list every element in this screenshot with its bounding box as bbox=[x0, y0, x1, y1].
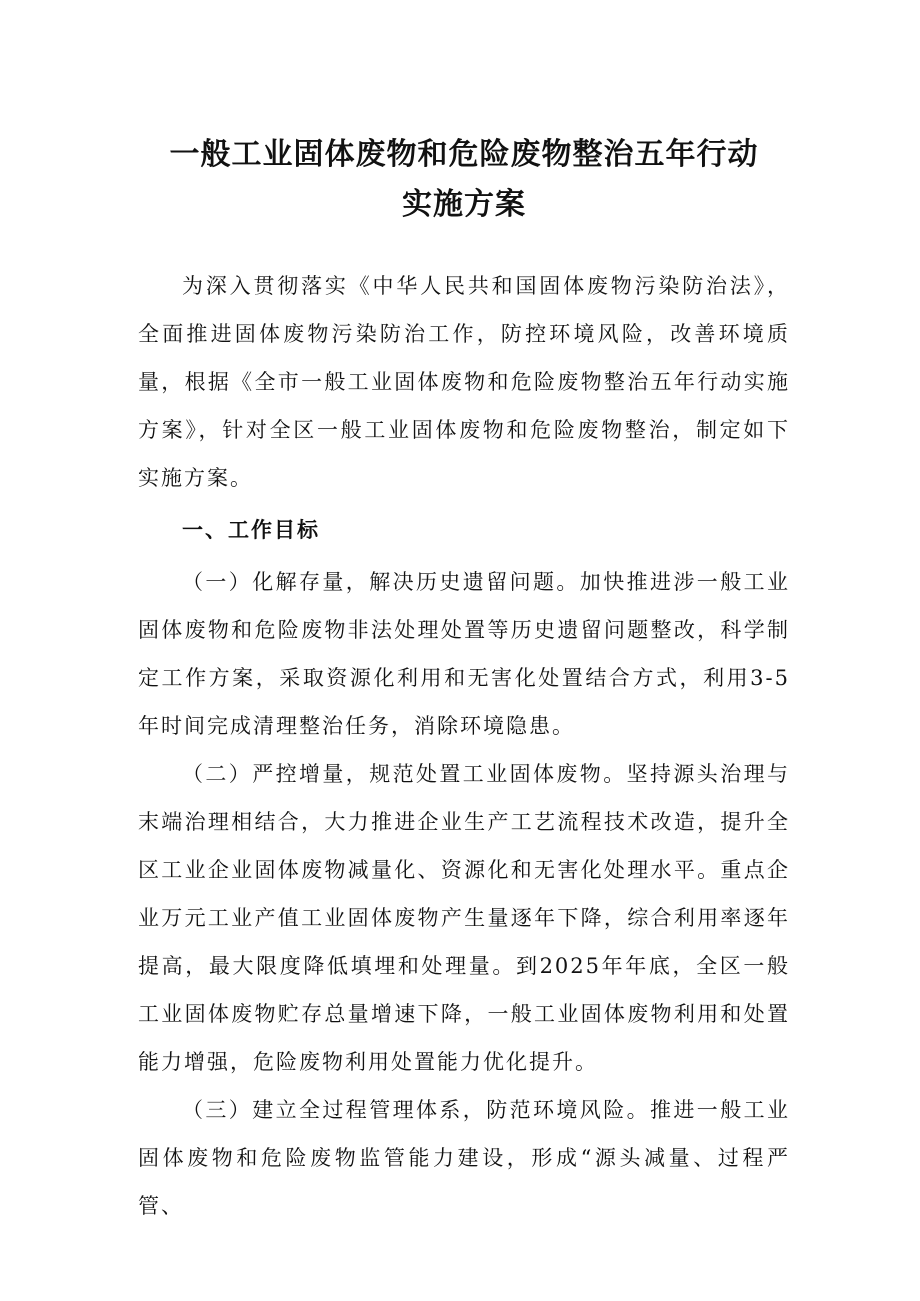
intro-paragraph: 为深入贯彻落实《中华人民共和国固体废物污染防治法》，全面推进固体废物污染防治工作，防控环境风险，改善环境质量，根据《全市一般工业固体废物和危险废物整治五年行动实施方案》，针对全区一般工业固体废物和危险废物整治，制定如下实施方案。 bbox=[138, 274, 790, 490]
document-body bbox=[138, 262, 790, 1230]
goal-item-1: （一）化解存量，解决历史遗留问题。加快推进涉一般工业固体废物和危险废物非法处理处置等历史遗留问题整改，科学制定工作方案，采取资源化利用和无害化处置结合方式，利用3-5年时间完成清理整治任务，消除环境隐患。 bbox=[138, 570, 790, 738]
section-heading-work-goals: 一、工作目标 bbox=[182, 518, 320, 542]
document-title bbox=[138, 0, 790, 230]
title-line-2: 实施方案 bbox=[402, 187, 526, 222]
title-line-1: 一般工业固体废物和危险废物整治五年行动 bbox=[169, 137, 759, 172]
goal-item-2: （二）严控增量，规范处置工业固体废物。坚持源头治理与末端治理相结合，大力推进企业生产工艺流程技术改造，提升全区工业企业固体废物减量化、资源化和无害化处理水平。重点企业万元工业产值工业固体废物产生量逐年下降，综合利用率逐年提高，最大限度降低填埋和处理量。到2025年年底，全区一般工业固体废物贮存总量增速下降，一般工业固体废物利用和处置能力增强，危险废物利用处置能力优化提升。 bbox=[138, 762, 790, 1074]
goal-item-3: （三）建立全过程管理体系，防范环境风险。推进一般工业固体废物和危险废物监管能力建设，形成“源头减量、过程严管、 bbox=[138, 1098, 790, 1218]
